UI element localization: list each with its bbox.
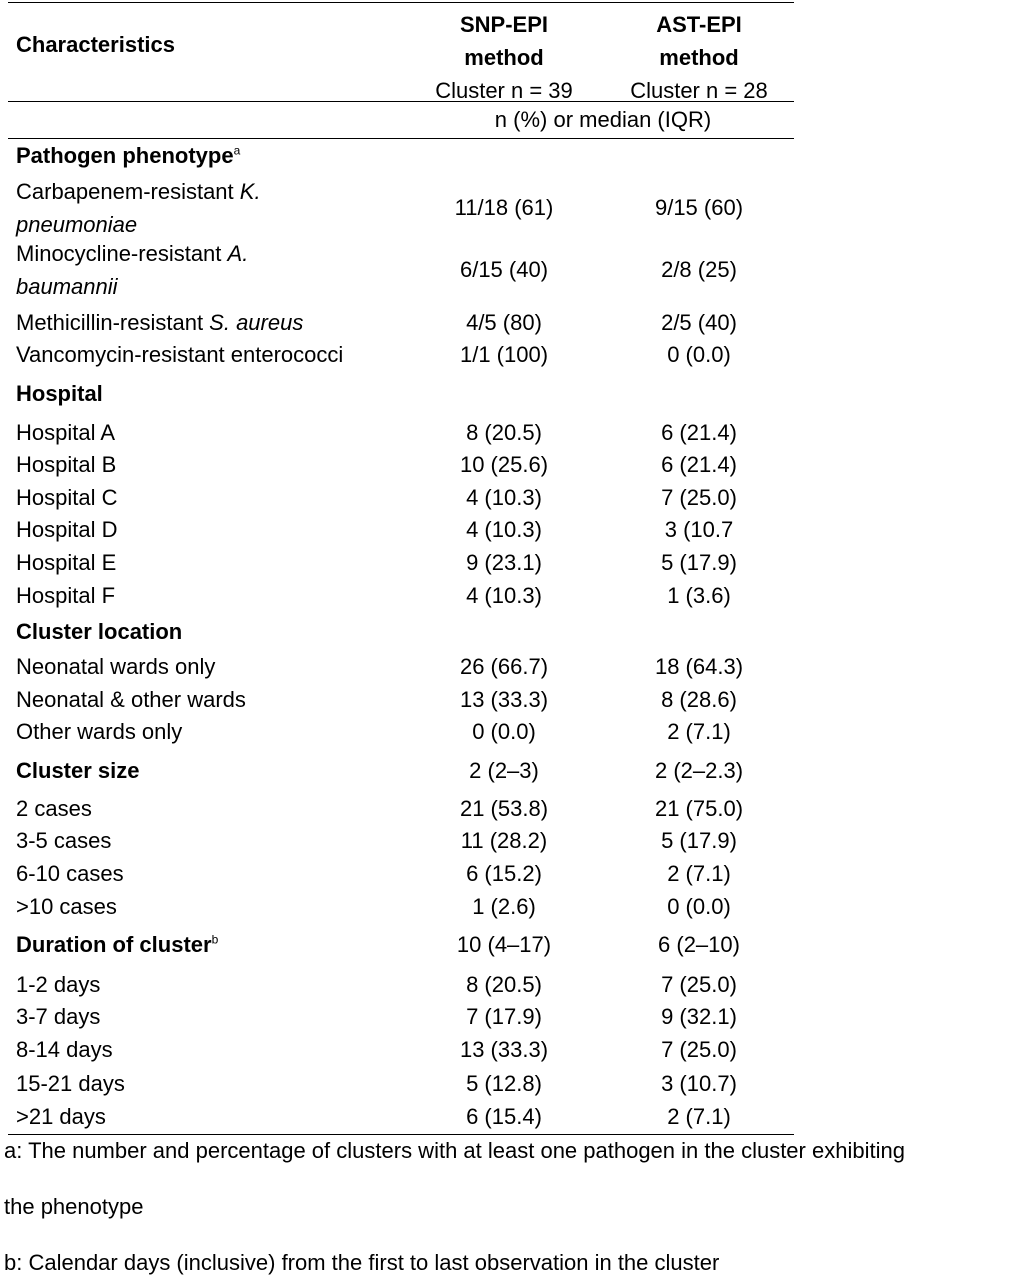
ast-epi-value: 0 (0.0) <box>667 894 731 919</box>
row-label: >10 cases <box>16 894 117 919</box>
section-title: Duration of cluster <box>16 932 212 957</box>
section-title: Hospital <box>16 381 103 406</box>
footnote-marker: a <box>233 143 241 158</box>
snp-epi-value: 4 (10.3) <box>466 583 542 608</box>
data-table <box>8 2 794 139</box>
snp-epi-value: 6 (15.4) <box>466 1104 542 1129</box>
row-label-line2: pneumoniae <box>16 212 138 237</box>
ast-epi-value: 5 (17.9) <box>661 550 737 575</box>
ast-epi-value: 2/8 (25) <box>661 257 737 282</box>
row-label: 8-14 days <box>16 1037 113 1062</box>
snp-epi-value: 4 (10.3) <box>466 517 542 542</box>
snp-epi-value: 7 (17.9) <box>466 1004 542 1029</box>
row-label: 2 cases <box>16 796 92 821</box>
section-title: Cluster location <box>16 619 183 644</box>
snp-epi-title-line2: method <box>464 45 544 70</box>
statistic-label: n (%) or median (IQR) <box>494 107 712 132</box>
snp-epi-value: 4/5 (80) <box>466 310 542 335</box>
footnote-a-line2: the phenotype <box>4 1194 144 1219</box>
snp-epi-value: 8 (20.5) <box>466 972 542 997</box>
ast-epi-value: 3 (10.7 <box>664 517 734 542</box>
row-label: Hospital E <box>16 550 117 575</box>
ast-epi-value: 9/15 (60) <box>654 195 744 220</box>
row-label: >21 days <box>16 1104 106 1129</box>
ast-epi-value: 2 (7.1) <box>667 861 731 886</box>
snp-epi-value: 6/15 (40) <box>459 257 549 282</box>
ast-epi-value: 21 (75.0) <box>654 796 744 821</box>
section-title-wrap <box>16 932 218 958</box>
row-label: 3-7 days <box>16 1004 101 1029</box>
row-label: Hospital C <box>16 485 118 510</box>
row-label: Hospital A <box>16 420 116 445</box>
snp-epi-value: 9 (23.1) <box>466 550 542 575</box>
row-label-text: Methicillin-resistant <box>16 310 210 335</box>
ast-epi-column-header <box>603 8 795 107</box>
row-label: 15-21 days <box>16 1071 125 1096</box>
row-label: 1-2 days <box>16 972 101 997</box>
ast-epi-value: 5 (17.9) <box>661 828 737 853</box>
snp-epi-title-line1: SNP-EPI <box>459 12 549 37</box>
snp-epi-value: 21 (53.8) <box>459 796 549 821</box>
ast-epi-value: 6 (21.4) <box>661 420 737 445</box>
snp-epi-value: 11 (28.2) <box>460 828 548 853</box>
snp-epi-value: 8 (20.5) <box>466 420 542 445</box>
ast-epi-value: 2/5 (40) <box>661 310 737 335</box>
snp-epi-value: 0 (0.0) <box>472 719 536 744</box>
snp-epi-value: 6 (15.2) <box>466 861 542 886</box>
section-title: Cluster size <box>16 758 140 783</box>
ast-epi-value: 2 (7.1) <box>667 719 731 744</box>
ast-epi-value: 7 (25.0) <box>661 972 737 997</box>
section-title: Pathogen phenotype <box>16 143 234 168</box>
row-label-text: Minocycline-resistant <box>16 241 228 266</box>
snp-epi-value: 11/18 (61) <box>454 195 554 220</box>
snp-epi-value: 10 (25.6) <box>459 452 549 477</box>
row-label: Hospital F <box>16 583 116 608</box>
ast-epi-value: 1 (3.6) <box>667 583 731 608</box>
row-label: Hospital B <box>16 452 117 477</box>
ast-epi-value: 3 (10.7) <box>661 1071 737 1096</box>
characteristics-header: Characteristics <box>16 32 175 57</box>
row-label: Other wards only <box>16 719 183 744</box>
row-label: 3-5 cases <box>16 828 112 853</box>
ast-epi-title-line1: AST-EPI <box>656 12 742 37</box>
row-label-line1 <box>16 179 261 205</box>
ast-epi-value: 6 (21.4) <box>661 452 737 477</box>
snp-epi-value: 2 (2–3) <box>469 758 539 783</box>
footnote-marker: b <box>211 932 219 947</box>
row-label-italic: S. aureus <box>209 310 304 335</box>
ast-epi-value: 6 (2–10) <box>658 932 740 957</box>
ast-epi-value: 0 (0.0) <box>667 342 731 367</box>
snp-epi-value: 13 (33.3) <box>459 1037 549 1062</box>
table-header <box>8 3 794 102</box>
ast-epi-value: 8 (28.6) <box>661 687 737 712</box>
footnote-a-line1: a: The number and percentage of clusters with at least one pathogen in the cluster exhibiting <box>4 1138 905 1163</box>
ast-epi-value: 2 (7.1) <box>667 1104 731 1129</box>
snp-epi-value: 5 (12.8) <box>466 1071 542 1096</box>
ast-epi-value: 7 (25.0) <box>661 1037 737 1062</box>
row-label-italic: K. <box>239 179 261 204</box>
ast-epi-value: 2 (2–2.3) <box>654 758 744 783</box>
row-label: Hospital D <box>16 517 118 542</box>
row-label-italic: A. <box>227 241 249 266</box>
snp-epi-value: 1/1 (100) <box>459 342 549 367</box>
snp-epi-value: 1 (2.6) <box>472 894 536 919</box>
snp-epi-column-header <box>408 8 600 107</box>
row-label: Vancomycin-resistant enterococci <box>16 342 344 367</box>
ast-epi-value: 7 (25.0) <box>661 485 737 510</box>
ast-epi-cluster-n: Cluster n = 28 <box>630 78 768 103</box>
row-label <box>16 310 303 336</box>
row-label-text: Carbapenem-resistant <box>16 179 240 204</box>
table-bottom-rule <box>8 1134 794 1135</box>
snp-epi-value: 13 (33.3) <box>459 687 549 712</box>
section-title-wrap <box>16 143 240 169</box>
ast-epi-value: 18 (64.3) <box>654 654 744 679</box>
footnote-b: b: Calendar days (inclusive) from the first to last observation in the cluster <box>4 1250 720 1275</box>
statistic-subheader <box>8 102 794 139</box>
ast-epi-title-line2: method <box>659 45 739 70</box>
snp-epi-value: 26 (66.7) <box>459 654 549 679</box>
snp-epi-value: 10 (4–17) <box>456 932 552 957</box>
snp-epi-cluster-n: Cluster n = 39 <box>435 78 573 103</box>
row-label: Neonatal & other wards <box>16 687 246 712</box>
row-label-line1 <box>16 241 248 267</box>
row-label-line2: baumannii <box>16 274 118 299</box>
snp-epi-value: 4 (10.3) <box>466 485 542 510</box>
ast-epi-value: 9 (32.1) <box>661 1004 737 1029</box>
row-label: 6-10 cases <box>16 861 124 886</box>
row-label: Neonatal wards only <box>16 654 216 679</box>
